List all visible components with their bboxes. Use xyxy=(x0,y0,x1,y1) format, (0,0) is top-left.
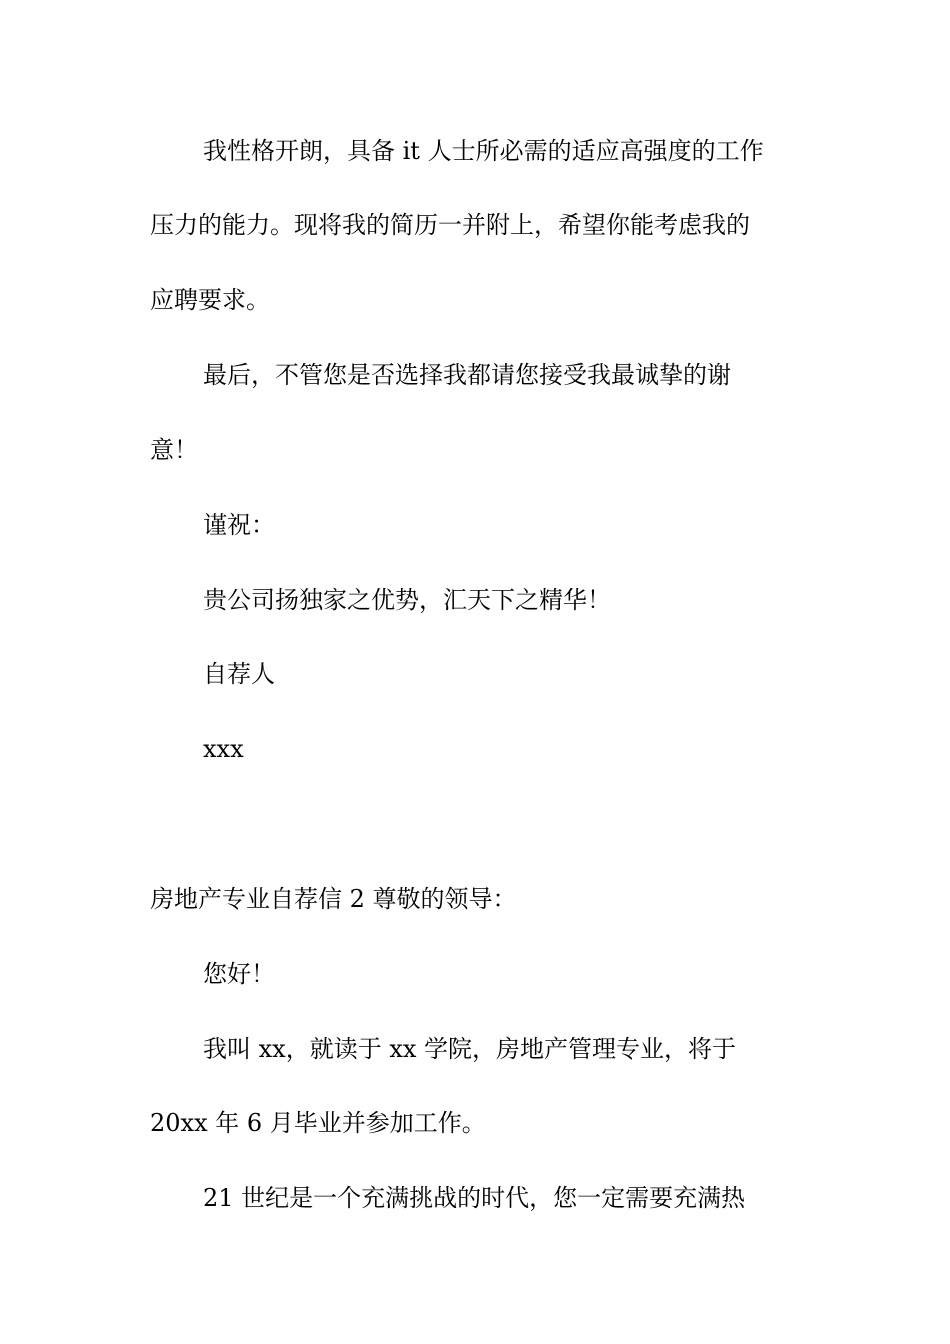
signature-label: 自荐人 xyxy=(203,660,275,688)
paragraph-intro-line-1: 我叫 xx，就读于 xx 学院，房地产管理专业，将于 xyxy=(203,1035,737,1063)
closing-wish-line: 贵公司扬独家之优势，汇天下之精华！ xyxy=(203,586,611,614)
paragraph-thanks-line-2: 意！ xyxy=(150,436,198,464)
paragraph-personality-line-3: 应聘要求。 xyxy=(150,286,270,314)
signature-name: xxx xyxy=(203,735,244,763)
paragraph-century-line-1: 21 世纪是一个充满挑战的时代，您一定需要充满热 xyxy=(203,1184,746,1212)
paragraph-personality-line-1: 我性格开朗，具备 it 人士所必需的适应高强度的工作 xyxy=(203,137,764,165)
paragraph-thanks-line-1: 最后，不管您是否选择我都请您接受我最诚挚的谢 xyxy=(203,361,731,389)
section-heading-letter-2: 房地产专业自荐信 2 尊敬的领导： xyxy=(150,885,517,913)
salutation-wish: 谨祝： xyxy=(203,511,275,539)
greeting: 您好！ xyxy=(203,960,275,988)
paragraph-intro-line-2: 20xx 年 6 月毕业并参加工作。 xyxy=(150,1109,486,1137)
paragraph-personality-line-2: 压力的能力。现将我的简历一并附上，希望你能考虑我的 xyxy=(150,211,750,239)
